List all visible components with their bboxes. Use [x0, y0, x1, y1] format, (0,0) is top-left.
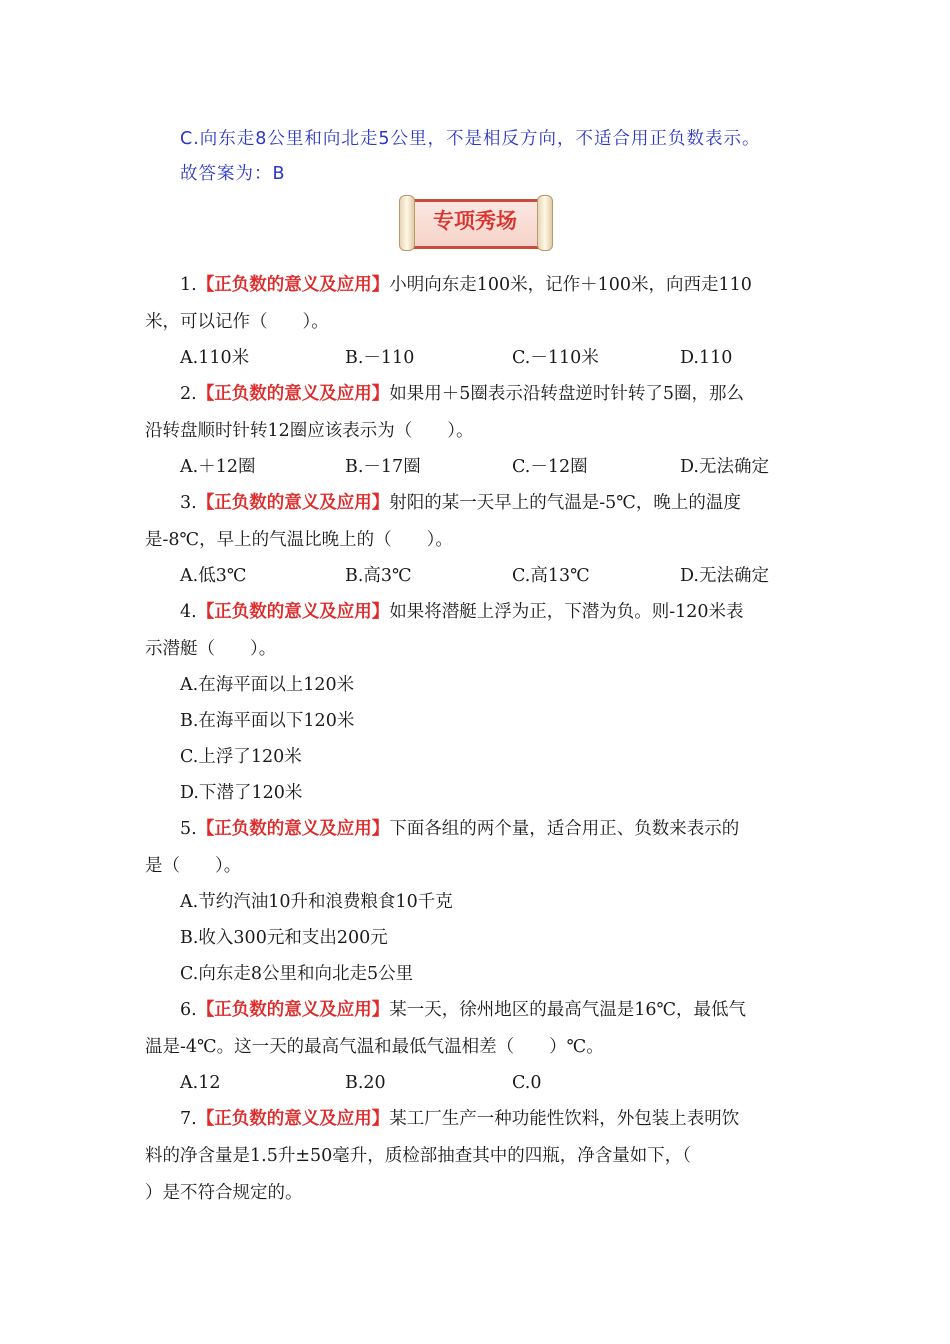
- question-number: 6.: [180, 1000, 197, 1020]
- question-6-option-a: A.12: [180, 1073, 221, 1093]
- scroll-roll-right-icon: [537, 195, 553, 251]
- question-number: 5.: [180, 819, 197, 839]
- question-1-line-1: [180, 274, 752, 296]
- question-2-option-d: D.无法确定: [680, 457, 769, 477]
- question-6-option-b: B.20: [345, 1073, 386, 1093]
- question-5-option-b: B.收入300元和支出200元: [180, 928, 388, 948]
- question-3-line-1: [180, 492, 741, 514]
- section-banner: [397, 193, 553, 251]
- question-2-line-2: 沿转盘顺时针转12圈应该表示为（ ）。: [145, 421, 474, 441]
- topic-tag: 【正负数的意义及应用】: [196, 1000, 390, 1020]
- question-2-option-a: A.＋12圈: [180, 457, 256, 477]
- question-4-line-1: [180, 601, 744, 623]
- topic-tag: 【正负数的意义及应用】: [196, 819, 390, 839]
- question-number: 1.: [180, 275, 197, 295]
- question-number: 7.: [180, 1109, 197, 1129]
- question-4-option-a: A.在海平面以上120米: [180, 675, 355, 695]
- topic-tag: 【正负数的意义及应用】: [196, 1109, 390, 1129]
- question-5-line-1: [180, 818, 739, 840]
- question-2-line-1: [180, 383, 744, 405]
- answer-explanation-line: C.向东走8公里和向北走5公里，不是相反方向，不适合用正负数表示。: [180, 129, 761, 149]
- question-5-line-2: 是（ ）。: [145, 856, 242, 876]
- question-3-option-c: C.高13℃: [512, 566, 590, 586]
- question-4-option-c: C.上浮了120米: [180, 747, 302, 767]
- question-3-option-b: B.高3℃: [345, 566, 412, 586]
- question-text: 如果将潜艇上浮为正，下潜为负。则-120米表: [389, 602, 744, 622]
- topic-tag: 【正负数的意义及应用】: [196, 602, 390, 622]
- question-text: 某工厂生产一种功能性饮料，外包装上表明饮: [389, 1109, 740, 1129]
- question-number: 4.: [180, 602, 197, 622]
- question-7-line-2: 料的净含量是1.5升±50毫升，质检部抽查其中的四瓶，净含量如下，（: [145, 1146, 692, 1166]
- question-number: 2.: [180, 384, 197, 404]
- question-7-line-3: ）是不符合规定的。: [145, 1183, 303, 1203]
- question-text: 某一天，徐州地区的最高气温是16℃，最低气: [389, 1000, 747, 1020]
- topic-tag: 【正负数的意义及应用】: [196, 275, 390, 295]
- question-5-option-a: A.节约汽油10升和浪费粮食10千克: [180, 892, 453, 912]
- question-text: 小明向东走100米，记作＋100米，向西走110: [389, 275, 752, 295]
- question-1-option-d: D.110: [680, 348, 733, 368]
- question-6-option-c: C.0: [512, 1073, 542, 1093]
- question-4-option-b: B.在海平面以下120米: [180, 711, 355, 731]
- question-3-option-a: A.低3℃: [180, 566, 247, 586]
- question-4-option-d: D.下潜了120米: [180, 783, 303, 803]
- question-3-option-d: D.无法确定: [680, 566, 769, 586]
- question-text: 下面各组的两个量，适合用正、负数来表示的: [389, 819, 740, 839]
- question-6-line-1: [180, 999, 746, 1021]
- question-6-line-2: 温是-4℃。这一天的最高气温和最低气温相差（ ）℃。: [145, 1037, 604, 1057]
- question-2-option-c: C.－12圈: [512, 457, 588, 477]
- question-7-line-1: [180, 1108, 739, 1130]
- question-text: 射阳的某一天早上的气温是-5℃，晚上的温度: [389, 493, 741, 513]
- topic-tag: 【正负数的意义及应用】: [196, 384, 390, 404]
- question-1-option-a: A.110米: [180, 348, 250, 368]
- question-4-line-2: 示潜艇（ ）。: [145, 639, 277, 659]
- question-3-line-2: 是-8℃，早上的气温比晚上的（ ）。: [145, 530, 453, 550]
- question-number: 3.: [180, 493, 197, 513]
- question-2-option-b: B.－17圈: [345, 457, 421, 477]
- question-1-option-c: C.－110米: [512, 348, 599, 368]
- answer-conclusion-line: 故答案为：B: [180, 164, 286, 184]
- question-1-line-2: 米，可以记作（ ）。: [145, 312, 329, 332]
- topic-tag: 【正负数的意义及应用】: [196, 493, 390, 513]
- question-text: 如果用＋5圈表示沿转盘逆时针转了5圈，那么: [389, 384, 744, 404]
- section-title: 专项秀场: [433, 209, 517, 233]
- question-1-option-b: B.－110: [345, 348, 415, 368]
- question-5-option-c: C.向东走8公里和向北走5公里: [180, 964, 414, 984]
